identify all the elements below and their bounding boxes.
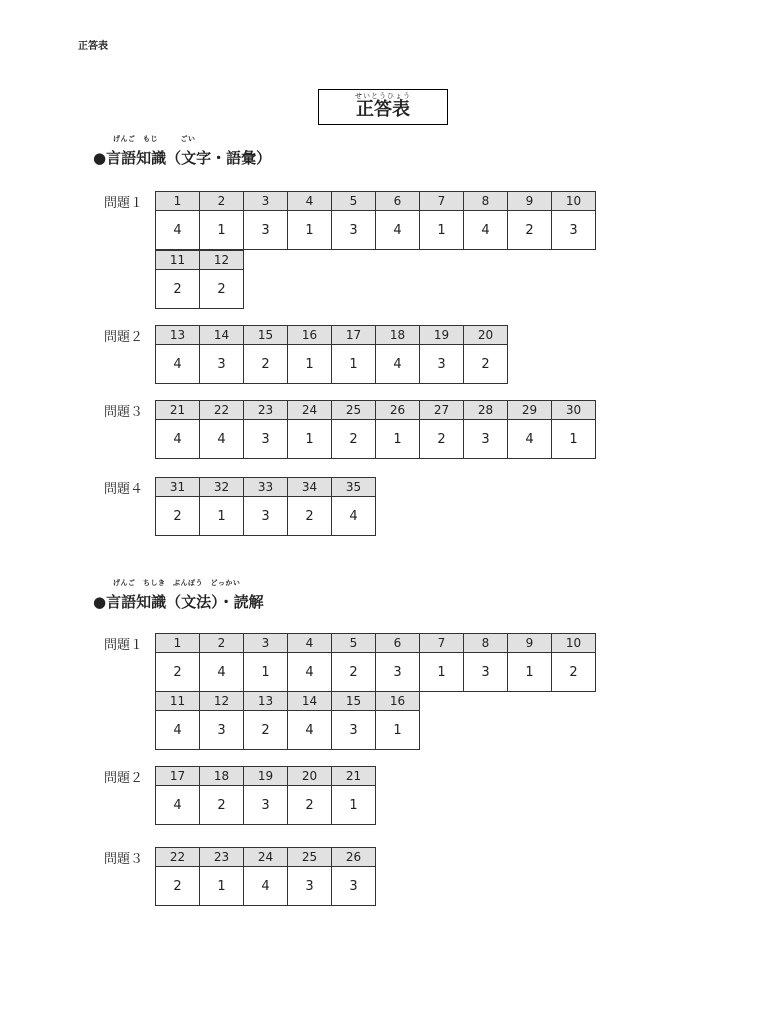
answer-cell: 2 xyxy=(244,345,288,384)
title-ruby: せいとうひょう xyxy=(355,92,411,100)
question-number-cell: 22 xyxy=(200,401,244,420)
question-number-cell: 26 xyxy=(332,848,376,867)
question-number-cell: 21 xyxy=(156,401,200,420)
answer-cell: 4 xyxy=(156,345,200,384)
answer-cell: 1 xyxy=(376,711,420,750)
question-number-cell: 4 xyxy=(288,192,332,211)
answer-row xyxy=(156,653,596,692)
question-number-row xyxy=(156,251,244,270)
answer-table xyxy=(155,633,596,692)
question-number-cell: 8 xyxy=(464,192,508,211)
answer-cell: 4 xyxy=(244,867,288,906)
section-ruby: げんご ちしき ぶんぽう どっかい xyxy=(113,579,241,587)
section-heading-grammar xyxy=(93,579,264,612)
question-number-cell: 27 xyxy=(420,401,464,420)
answer-cell: 3 xyxy=(332,867,376,906)
question-number-cell: 26 xyxy=(376,401,420,420)
answer-cell: 4 xyxy=(464,211,508,250)
answer-table xyxy=(155,691,420,750)
answer-row xyxy=(156,497,376,536)
answer-cell: 1 xyxy=(288,345,332,384)
answer-table xyxy=(155,766,376,825)
question-number-cell: 18 xyxy=(200,767,244,786)
answer-row xyxy=(156,711,420,750)
question-number-cell: 13 xyxy=(244,692,288,711)
answer-cell: 1 xyxy=(508,653,552,692)
answer-table xyxy=(155,191,596,250)
mondai-label: 問題３ xyxy=(104,852,144,867)
answer-row xyxy=(156,345,508,384)
question-number-cell: 14 xyxy=(200,326,244,345)
answer-cell: 3 xyxy=(376,653,420,692)
answer-table xyxy=(155,250,244,309)
answer-cell: 3 xyxy=(464,653,508,692)
question-number-cell: 32 xyxy=(200,478,244,497)
question-number-cell: 7 xyxy=(420,634,464,653)
answer-table xyxy=(155,325,508,384)
question-number-cell: 34 xyxy=(288,478,332,497)
question-number-cell: 5 xyxy=(332,192,376,211)
question-number-cell: 17 xyxy=(156,767,200,786)
question-number-cell: 6 xyxy=(376,634,420,653)
question-number-cell: 16 xyxy=(376,692,420,711)
question-number-row xyxy=(156,634,596,653)
answer-row xyxy=(156,211,596,250)
question-number-cell: 12 xyxy=(200,692,244,711)
answer-cell: 4 xyxy=(376,211,420,250)
answer-row xyxy=(156,270,244,309)
answer-cell: 2 xyxy=(200,270,244,309)
answer-cell: 2 xyxy=(156,867,200,906)
question-number-cell: 8 xyxy=(464,634,508,653)
answer-row xyxy=(156,420,596,459)
answer-cell: 3 xyxy=(244,420,288,459)
answer-row xyxy=(156,786,376,825)
answer-table xyxy=(155,477,376,536)
question-number-cell: 9 xyxy=(508,192,552,211)
answer-cell: 2 xyxy=(332,653,376,692)
question-number-row xyxy=(156,326,508,345)
answer-cell: 4 xyxy=(200,420,244,459)
answer-cell: 2 xyxy=(552,653,596,692)
answer-cell: 1 xyxy=(200,211,244,250)
answer-cell: 1 xyxy=(288,420,332,459)
question-number-row xyxy=(156,401,596,420)
question-number-cell: 12 xyxy=(200,251,244,270)
answer-table xyxy=(155,400,596,459)
answer-cell: 4 xyxy=(288,653,332,692)
section-title: ●言語知識（文字・語彙） xyxy=(93,149,272,167)
question-number-cell: 17 xyxy=(332,326,376,345)
question-number-cell: 33 xyxy=(244,478,288,497)
mondai-label: 問題１ xyxy=(104,196,144,211)
question-number-cell: 20 xyxy=(288,767,332,786)
answer-cell: 2 xyxy=(288,497,332,536)
answer-cell: 4 xyxy=(200,653,244,692)
question-number-cell: 35 xyxy=(332,478,376,497)
answer-cell: 3 xyxy=(552,211,596,250)
mondai-label: 問題１ xyxy=(104,638,144,653)
answer-cell: 2 xyxy=(156,270,200,309)
mondai-label: 問題３ xyxy=(104,405,144,420)
question-number-cell: 23 xyxy=(200,848,244,867)
question-number-cell: 7 xyxy=(420,192,464,211)
answer-cell: 1 xyxy=(200,867,244,906)
question-number-cell: 10 xyxy=(552,192,596,211)
question-number-cell: 29 xyxy=(508,401,552,420)
answer-cell: 4 xyxy=(156,211,200,250)
section-ruby: げんご もじ ごい xyxy=(113,135,196,143)
question-number-cell: 2 xyxy=(200,192,244,211)
answer-cell: 2 xyxy=(156,497,200,536)
answer-row xyxy=(156,867,376,906)
question-number-row xyxy=(156,478,376,497)
page-label: 正答表 xyxy=(78,41,108,52)
answer-cell: 3 xyxy=(200,345,244,384)
question-number-cell: 14 xyxy=(288,692,332,711)
question-number-row xyxy=(156,767,376,786)
answer-cell: 1 xyxy=(552,420,596,459)
question-number-cell: 16 xyxy=(288,326,332,345)
question-number-cell: 24 xyxy=(244,848,288,867)
question-number-cell: 5 xyxy=(332,634,376,653)
answer-cell: 2 xyxy=(464,345,508,384)
question-number-cell: 6 xyxy=(376,192,420,211)
answer-cell: 4 xyxy=(376,345,420,384)
question-number-cell: 1 xyxy=(156,192,200,211)
question-number-cell: 25 xyxy=(332,401,376,420)
answer-cell: 1 xyxy=(288,211,332,250)
question-number-cell: 4 xyxy=(288,634,332,653)
answer-cell: 2 xyxy=(200,786,244,825)
question-number-row xyxy=(156,192,596,211)
mondai-label: 問題４ xyxy=(104,482,144,497)
question-number-cell: 30 xyxy=(552,401,596,420)
answer-cell: 2 xyxy=(508,211,552,250)
answer-cell: 4 xyxy=(508,420,552,459)
question-number-cell: 2 xyxy=(200,634,244,653)
answer-cell: 4 xyxy=(156,420,200,459)
question-number-cell: 1 xyxy=(156,634,200,653)
question-number-cell: 23 xyxy=(244,401,288,420)
page-title: 正答表 xyxy=(356,99,410,120)
question-number-cell: 10 xyxy=(552,634,596,653)
answer-cell: 3 xyxy=(288,867,332,906)
answer-cell: 3 xyxy=(244,211,288,250)
question-number-cell: 31 xyxy=(156,478,200,497)
question-number-cell: 22 xyxy=(156,848,200,867)
question-number-row xyxy=(156,848,376,867)
mondai-label: 問題２ xyxy=(104,771,144,786)
question-number-cell: 24 xyxy=(288,401,332,420)
question-number-cell: 25 xyxy=(288,848,332,867)
answer-cell: 4 xyxy=(156,711,200,750)
answer-cell: 3 xyxy=(200,711,244,750)
question-number-cell: 9 xyxy=(508,634,552,653)
answer-cell: 4 xyxy=(288,711,332,750)
answer-cell: 1 xyxy=(420,211,464,250)
answer-cell: 1 xyxy=(420,653,464,692)
answer-cell: 3 xyxy=(332,711,376,750)
answer-cell: 3 xyxy=(332,211,376,250)
title-box xyxy=(318,89,448,125)
answer-cell: 2 xyxy=(244,711,288,750)
question-number-cell: 13 xyxy=(156,326,200,345)
answer-cell: 3 xyxy=(464,420,508,459)
question-number-cell: 15 xyxy=(332,692,376,711)
section-title: ●言語知識（文法）・読解 xyxy=(93,593,264,611)
mondai-label: 問題２ xyxy=(104,330,144,345)
question-number-cell: 19 xyxy=(244,767,288,786)
answer-cell: 2 xyxy=(156,653,200,692)
question-number-cell: 28 xyxy=(464,401,508,420)
answer-cell: 1 xyxy=(200,497,244,536)
answer-cell: 3 xyxy=(244,786,288,825)
answer-cell: 4 xyxy=(156,786,200,825)
answer-cell: 1 xyxy=(332,786,376,825)
answer-cell: 4 xyxy=(332,497,376,536)
section-heading-vocab xyxy=(93,135,272,168)
question-number-cell: 3 xyxy=(244,634,288,653)
answer-cell: 2 xyxy=(288,786,332,825)
answer-cell: 2 xyxy=(420,420,464,459)
answer-cell: 3 xyxy=(420,345,464,384)
answer-cell: 1 xyxy=(244,653,288,692)
question-number-cell: 21 xyxy=(332,767,376,786)
answer-cell: 1 xyxy=(376,420,420,459)
question-number-cell: 19 xyxy=(420,326,464,345)
question-number-cell: 15 xyxy=(244,326,288,345)
question-number-cell: 11 xyxy=(156,692,200,711)
answer-cell: 1 xyxy=(332,345,376,384)
question-number-cell: 3 xyxy=(244,192,288,211)
question-number-cell: 20 xyxy=(464,326,508,345)
question-number-row xyxy=(156,692,420,711)
question-number-cell: 18 xyxy=(376,326,420,345)
answer-cell: 3 xyxy=(244,497,288,536)
answer-table xyxy=(155,847,376,906)
answer-cell: 2 xyxy=(332,420,376,459)
question-number-cell: 11 xyxy=(156,251,200,270)
